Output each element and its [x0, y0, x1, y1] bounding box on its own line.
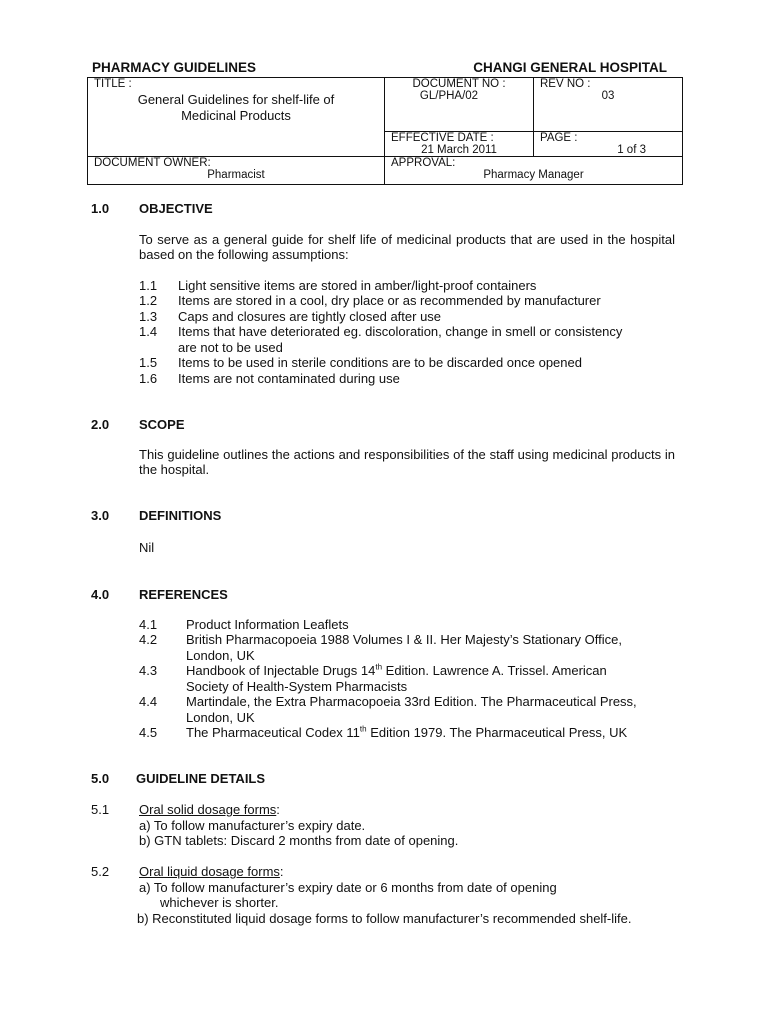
effective-date-value: 21 March 2011 [421, 144, 497, 156]
list-item-number: 1.4 [139, 324, 158, 339]
reference-number: 4.2 [139, 632, 158, 647]
page-cell [534, 132, 683, 157]
effective-date-cell [385, 132, 534, 157]
list-item-text: Items to be used in sterile conditions are to be discarded once opened [178, 355, 582, 370]
section-5-title: GUIDELINE DETAILS [136, 771, 266, 786]
title-line-2: Medicinal Products [181, 108, 291, 123]
list-item-number: 1.1 [139, 278, 158, 293]
approval-cell [385, 157, 683, 185]
reference-number: 4.4 [139, 694, 158, 709]
owner-value: Pharmacist [207, 169, 265, 181]
reference-number: 4.3 [139, 663, 158, 678]
section-1-number: 1.0 [91, 201, 110, 216]
section-2-number: 2.0 [91, 417, 110, 432]
subsection-5-2-number: 5.2 [91, 864, 110, 879]
docno-label: DOCUMENT NO : [412, 78, 506, 90]
section-2-paragraph: This guideline outlines the actions and responsibilities of the staff using medicinal products in the hospital. [139, 447, 675, 477]
reference-text: Handbook of Injectable Drugs 14th Edition. Lawrence A. Trissel. American [186, 662, 607, 678]
rev-cell [534, 78, 683, 132]
list-item-number: 1.3 [139, 309, 158, 324]
docno-value: GL/PHA/02 [419, 90, 479, 102]
doc-header-right: CHANGI GENERAL HOSPITAL [473, 60, 667, 75]
reference-text-continued: Society of Health-System Pharmacists [186, 679, 408, 694]
section-3-number: 3.0 [91, 508, 110, 523]
subsection-5-2-title: Oral liquid dosage forms: [139, 864, 284, 879]
reference-number: 4.1 [139, 617, 158, 632]
reference-text: British Pharmacopoeia 1988 Volumes I & II. Her Majesty’s Stationary Office, [186, 632, 622, 647]
subsection-5-1-number: 5.1 [91, 802, 110, 817]
section-3-title: DEFINITIONS [139, 508, 222, 523]
subsection-5-1-item-a: a) To follow manufacturer’s expiry date. [139, 818, 366, 833]
docno-cell [385, 78, 534, 132]
owner-label: DOCUMENT OWNER: [94, 157, 211, 169]
list-item-text: Caps and closures are tightly closed after use [178, 309, 442, 324]
subsection-5-2-item-a: a) To follow manufacturer’s expiry date or 6 months from date of opening [139, 880, 557, 895]
doc-header-left: PHARMACY GUIDELINES [92, 60, 257, 75]
reference-text-continued: London, UK [186, 710, 255, 725]
owner-cell [88, 157, 385, 185]
list-item-number: 1.6 [139, 371, 158, 386]
rev-label: REV NO : [540, 78, 591, 90]
reference-text: The Pharmaceutical Codex 11th Edition 1979. The Pharmaceutical Press, UK [186, 724, 628, 740]
section-2-title: SCOPE [139, 417, 185, 432]
list-item-text: Items are not contaminated during use [178, 371, 400, 386]
section-4-number: 4.0 [91, 587, 110, 602]
title-label: TITLE : [94, 78, 132, 90]
section-5-number: 5.0 [91, 771, 110, 786]
list-item-text: Items are stored in a cool, dry place or as recommended by manufacturer [178, 293, 601, 308]
reference-text: Martindale, the Extra Pharmacopoeia 33rd Edition. The Pharmaceutical Press, [186, 694, 637, 709]
list-item-text: Light sensitive items are stored in amber/light-proof containers [178, 278, 537, 293]
subsection-5-1-title: Oral solid dosage forms: [139, 802, 280, 817]
page-value: 1 of 3 [617, 144, 646, 156]
reference-text-continued: London, UK [186, 648, 255, 663]
document-meta-table [87, 77, 683, 185]
page-label: PAGE : [540, 132, 578, 144]
rev-value: 03 [601, 90, 615, 102]
reference-text: Product Information Leaflets [186, 617, 349, 632]
subsection-5-2-item-b: b) Reconstituted liquid dosage forms to follow manufacturer’s recommended shelf-life. [137, 911, 632, 926]
approval-value: Pharmacy Manager [483, 169, 584, 181]
effective-date-label: EFFECTIVE DATE : [391, 132, 494, 144]
reference-number: 4.5 [139, 725, 158, 740]
section-1-paragraph: To serve as a general guide for shelf life of medicinal products that are used in the hospital based on the following assumptions: [139, 232, 675, 262]
list-item-text: Items that have deteriorated eg. discoloration, change in smell or consistency [178, 324, 623, 339]
list-item-number: 1.2 [139, 293, 158, 308]
title-cell [88, 78, 385, 157]
list-item-number: 1.5 [139, 355, 158, 370]
subsection-5-1-item-b: b) GTN tablets: Discard 2 months from date of opening. [139, 833, 459, 848]
list-item-text-continued: are not to be used [178, 340, 283, 355]
approval-label: APPROVAL: [391, 157, 456, 169]
title-line-1: General Guidelines for shelf-life of [137, 92, 335, 107]
subsection-5-2-item-a-continued: whichever is shorter. [160, 895, 279, 910]
section-4-title: REFERENCES [139, 587, 228, 602]
section-3-paragraph: Nil [139, 540, 155, 555]
section-1-title: OBJECTIVE [139, 201, 213, 216]
